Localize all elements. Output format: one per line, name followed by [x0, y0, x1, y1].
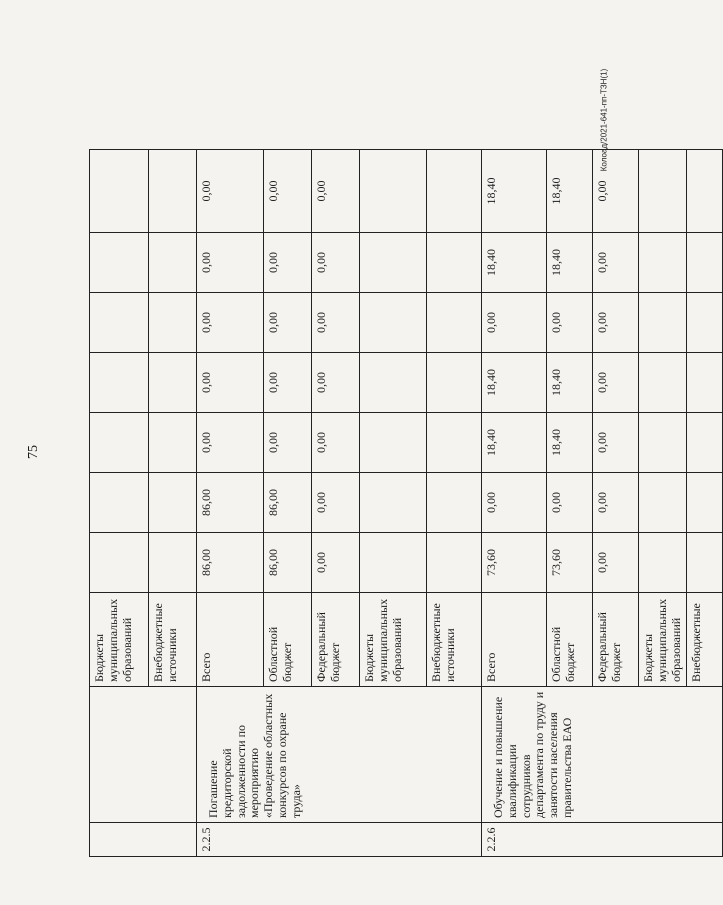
amount-cell	[149, 473, 197, 533]
amount-cell	[360, 413, 427, 473]
amount-cell: 0,00	[197, 413, 264, 473]
amount-cell: 18,40	[547, 353, 593, 413]
amount-cell: 0,00	[312, 150, 360, 233]
amount-cell: 0,00	[593, 233, 639, 293]
amount-cell: 86,00	[197, 533, 264, 593]
amount-cell	[639, 233, 687, 293]
funding-source-cell: Федеральный бюджет	[593, 593, 639, 687]
amount-cell: 18,40	[482, 413, 547, 473]
amount-cell	[360, 233, 427, 293]
amount-cell: 86,00	[264, 473, 312, 533]
funding-source-cell: Областной бюджет	[547, 593, 593, 687]
amount-cell: 0,00	[547, 293, 593, 353]
table-row	[197, 150, 264, 857]
amount-cell: 0,00	[312, 293, 360, 353]
amount-cell	[360, 293, 427, 353]
amount-cell: 86,00	[264, 533, 312, 593]
amount-cell: 0,00	[593, 533, 639, 593]
amount-cell	[427, 473, 482, 533]
budget-table	[89, 149, 723, 857]
amount-cell: 0,00	[197, 293, 264, 353]
funding-source-cell: Областной бюджет	[264, 593, 312, 687]
document-stamp: Колоад/2021-641-пп-ТЗН(1)	[599, 68, 609, 172]
amount-cell	[687, 150, 723, 233]
amount-cell	[427, 150, 482, 233]
amount-cell	[90, 150, 149, 233]
rotated-table-frame	[89, 150, 704, 857]
amount-cell: 0,00	[197, 150, 264, 233]
amount-cell	[427, 353, 482, 413]
amount-cell: 18,40	[482, 150, 547, 233]
amount-cell	[687, 353, 723, 413]
amount-cell: 0,00	[312, 533, 360, 593]
funding-source-cell: Бюджеты муниципальных образований	[360, 593, 427, 687]
amount-cell: 0,00	[593, 293, 639, 353]
funding-source-cell: Внебюджетные источники	[427, 593, 482, 687]
table-row	[482, 150, 547, 857]
amount-cell	[90, 293, 149, 353]
item-number-cell: 2.2.6	[482, 823, 723, 857]
amount-cell	[360, 533, 427, 593]
page-number: 75	[26, 445, 41, 459]
amount-cell	[687, 413, 723, 473]
amount-cell: 18,40	[482, 233, 547, 293]
amount-cell	[149, 353, 197, 413]
amount-cell: 73,60	[547, 533, 593, 593]
amount-cell: 0,00	[312, 473, 360, 533]
item-number-cell	[90, 823, 197, 857]
item-name-cell: Погашение кредиторской задолженности по мероприятию «Проведение областных конкурсов по охране труда»	[197, 687, 482, 823]
amount-cell: 18,40	[482, 353, 547, 413]
item-name-cell: Обучение и повышение квалификации сотрудников департамента по труду и занятости населения правительства ЕАО	[482, 687, 723, 823]
funding-source-cell: Всего	[197, 593, 264, 687]
amount-cell	[149, 233, 197, 293]
amount-cell	[149, 150, 197, 233]
amount-cell	[90, 233, 149, 293]
amount-cell	[90, 473, 149, 533]
amount-cell: 0,00	[264, 233, 312, 293]
item-number-cell: 2.2.5	[197, 823, 482, 857]
amount-cell	[360, 150, 427, 233]
amount-cell	[687, 233, 723, 293]
amount-cell: 0,00	[593, 413, 639, 473]
amount-cell: 0,00	[197, 233, 264, 293]
amount-cell: 0,00	[312, 233, 360, 293]
funding-source-cell: Федеральный бюджет	[312, 593, 360, 687]
amount-cell: 0,00	[547, 473, 593, 533]
amount-cell: 86,00	[197, 473, 264, 533]
amount-cell	[639, 533, 687, 593]
table-row	[90, 150, 149, 857]
amount-cell	[90, 353, 149, 413]
amount-cell: 0,00	[264, 413, 312, 473]
amount-cell: 0,00	[593, 353, 639, 413]
funding-source-cell: Внебюджетные источники	[149, 593, 197, 687]
funding-source-cell: Всего	[482, 593, 547, 687]
amount-cell: 73,60	[482, 533, 547, 593]
amount-cell	[360, 473, 427, 533]
amount-cell	[90, 413, 149, 473]
amount-cell	[149, 533, 197, 593]
amount-cell: 0,00	[482, 293, 547, 353]
amount-cell: 0,00	[593, 150, 639, 233]
amount-cell: 18,40	[547, 233, 593, 293]
amount-cell: 18,40	[547, 150, 593, 233]
amount-cell	[639, 353, 687, 413]
amount-cell	[639, 413, 687, 473]
amount-cell	[427, 413, 482, 473]
table-container	[89, 150, 704, 857]
amount-cell	[427, 533, 482, 593]
item-name-cell	[90, 687, 197, 823]
amount-cell: 0,00	[197, 353, 264, 413]
amount-cell	[360, 353, 427, 413]
amount-cell: 0,00	[312, 353, 360, 413]
amount-cell: 0,00	[593, 473, 639, 533]
amount-cell	[639, 293, 687, 353]
amount-cell: 0,00	[312, 413, 360, 473]
amount-cell	[639, 150, 687, 233]
funding-source-cell: Бюджеты муниципальных образований	[639, 593, 687, 687]
amount-cell: 0,00	[482, 473, 547, 533]
amount-cell	[427, 293, 482, 353]
amount-cell	[90, 533, 149, 593]
amount-cell	[687, 533, 723, 593]
amount-cell: 18,40	[547, 413, 593, 473]
amount-cell: 0,00	[264, 150, 312, 233]
amount-cell	[687, 473, 723, 533]
funding-source-cell: Внебюджетные	[687, 593, 723, 687]
amount-cell	[639, 473, 687, 533]
amount-cell: 0,00	[264, 353, 312, 413]
amount-cell	[687, 293, 723, 353]
amount-cell: 0,00	[264, 293, 312, 353]
amount-cell	[427, 233, 482, 293]
amount-cell	[149, 293, 197, 353]
amount-cell	[149, 413, 197, 473]
funding-source-cell: Бюджеты муниципальных образований	[90, 593, 149, 687]
